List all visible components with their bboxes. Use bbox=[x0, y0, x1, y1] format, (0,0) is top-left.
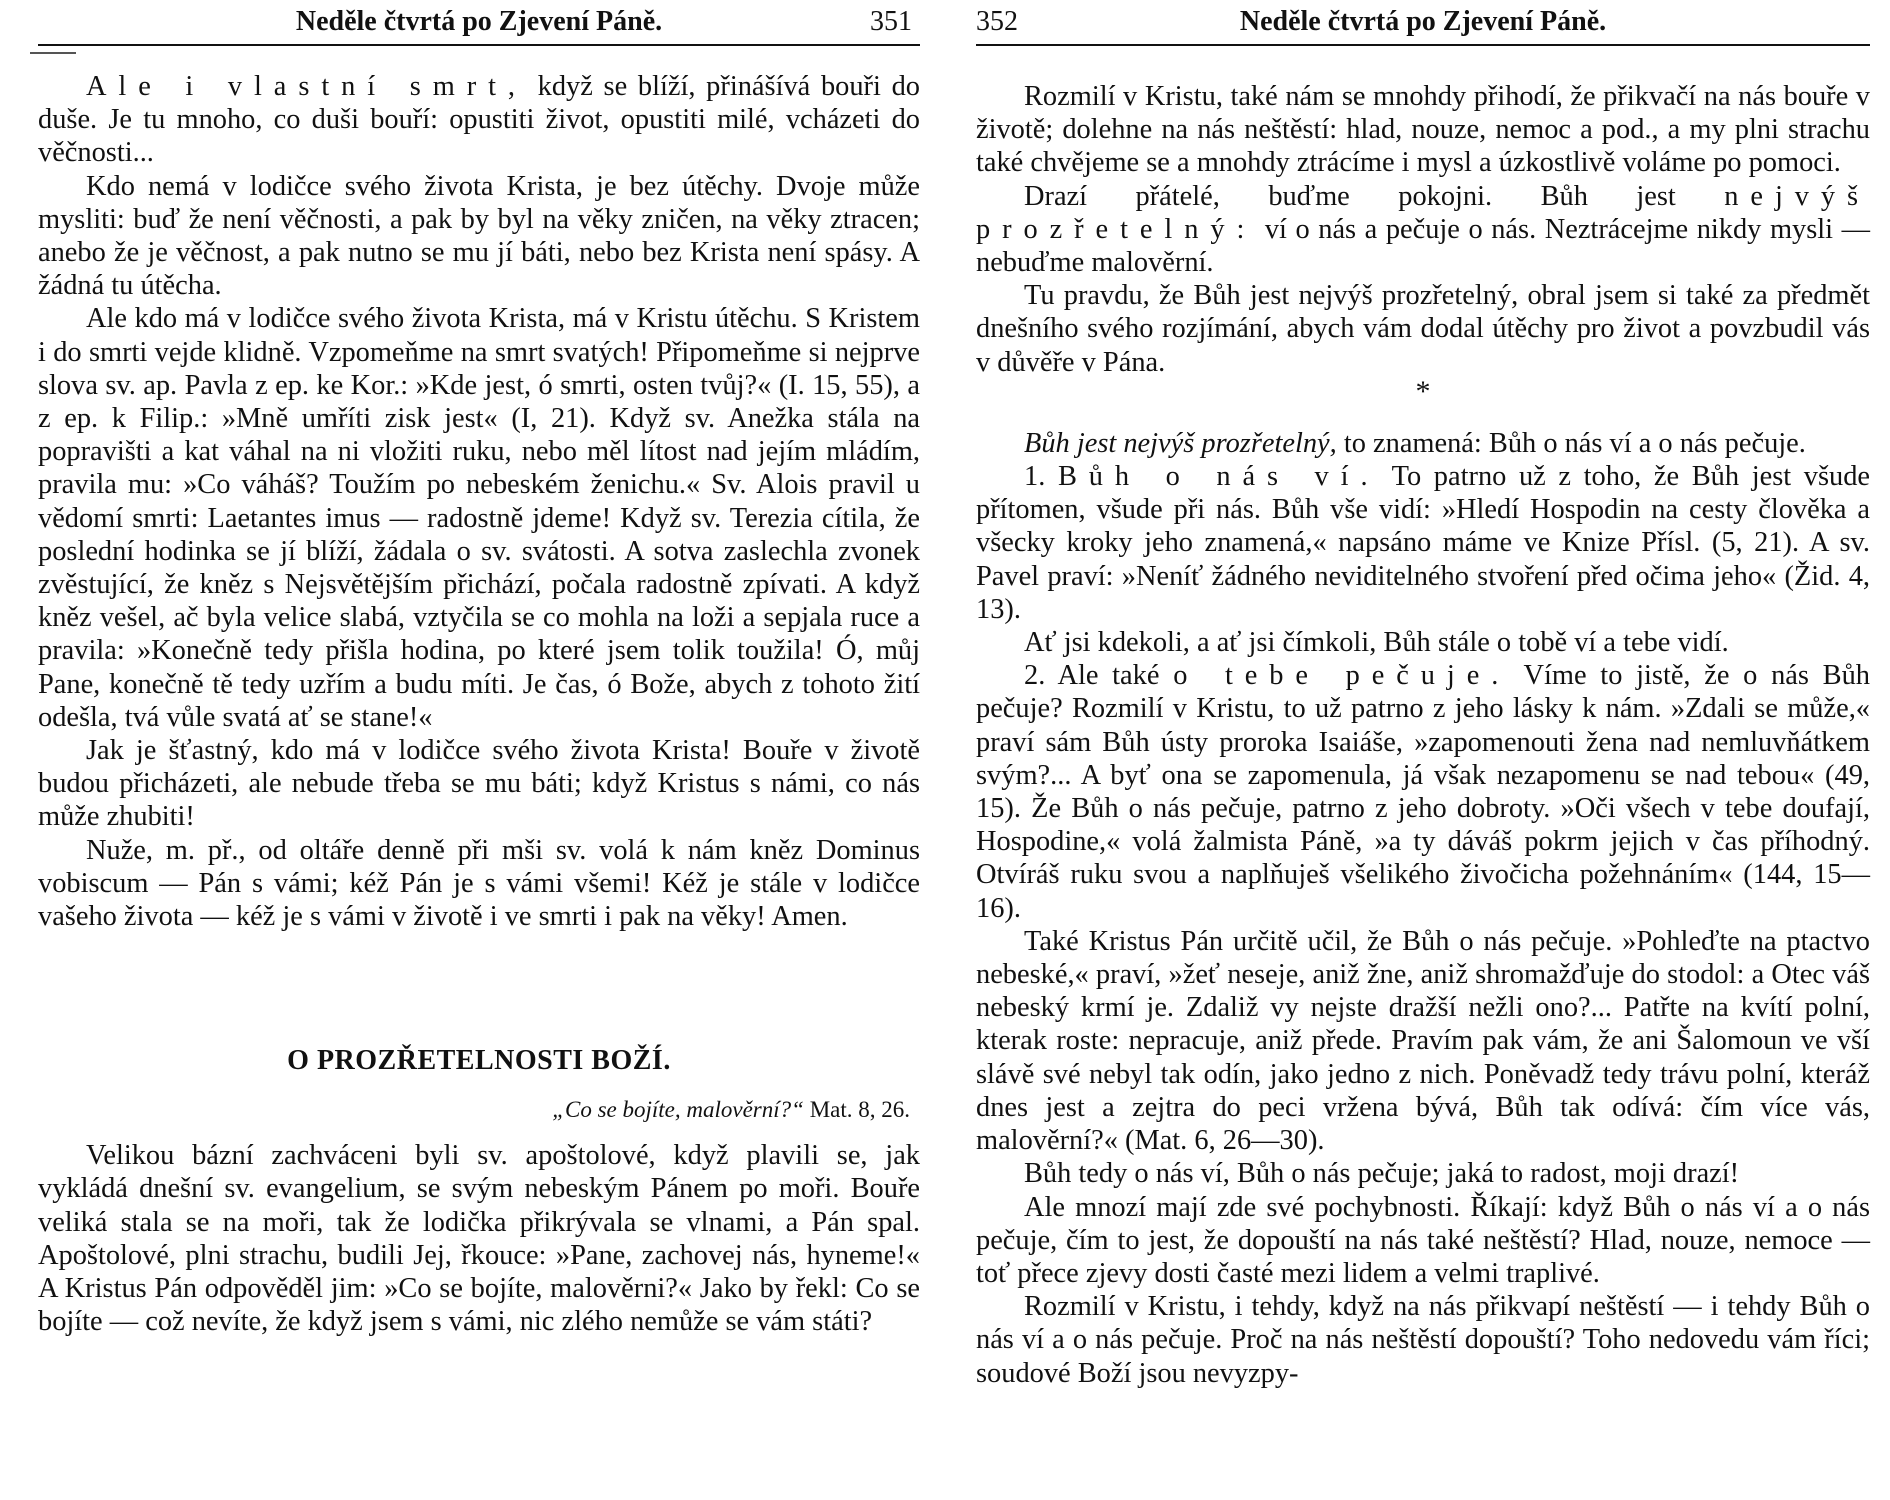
paragraph: Rozmilí v Kristu, také nám se mnohdy přihodí, že přikvačí na nás bouře v životě; dolehne na nás neštěstí: hlad, nouze, nemoc a pod., a my plni strachu také chvějeme se a mnohdy ztrácíme i mysl a úzkostlivě voláme po pomoci. bbox=[976, 81, 1870, 179]
epigraph bbox=[38, 1097, 920, 1123]
paragraph-text: 1. bbox=[1024, 461, 1058, 493]
header-title: Neděle čtvrtá po Zjevení Páně. bbox=[295, 6, 663, 37]
paragraph bbox=[976, 460, 1870, 626]
paragraph-text: to znamená: Bůh o nás ví a o nás pečuje. bbox=[1336, 427, 1806, 459]
paragraph-text: Drazí přátelé, buďme pokojni. Bůh jest bbox=[1024, 180, 1725, 212]
paragraph-text: ví o nás a pečuje o nás. Neztrácejme nikdy mysli — nebuďme malověrní. bbox=[976, 213, 1870, 279]
paragraph: Ale kdo má v lodičce svého života Krista, má v Kristu útěchu. S Kristem i do smrti vejde klidně. Vzpomeňme na smrt svatých! Připomeňme si nejprve slova sv. ap. Pavla z ep. ke Kor.: »Kde jest, ó smrti, osten tvůj?« (I. 15, 55), a z ep. k Filip.: »Mně umříti zisk jest« (I, 21). Když sv. Anežka stála na popravišti a kat váhal na ni vložiti ruku, nebo měl lítost nad jejím mládím, pravila mu: »Co váháš? Toužím po nebeském ženichu.« Sv. Alois pravil u vědomí smrti: Laetantes imus — radostně jdeme! Když sv. Terezia cítila, že poslední hodinka se jí blíží, žádala o sv. svátosti. A sotva zaslechla zvonek zvěstující, že kněz s Nejsvětějším přichází, počala radostně zpívati. A když kněz vešel, ač byla velice slabá, vztyčila se co mohla na loži a sepjala ruce a pravila: »Konečně tedy přišla hodina, po které jsem tolik toužila! Ó, můj Pane, konečně tě tedy uzřím a budu míti. Je čas, ó Bože, abych z tohoto žití odešla, tvá vůle svatá ať se stane!« bbox=[38, 303, 920, 733]
spaced-emphasis: Ale i vlastní smrt, bbox=[86, 71, 527, 102]
left-body-text-2 bbox=[38, 1139, 920, 1338]
paragraph-text: To patrno už z toho, že Bůh jest všude přítomen, všude při nás. Bůh vše vidí: »Hledí Hospodin na cesty člověka a všecky kroky jeho znamená,« napsáno máme ve Knize Přísl. (5, 21). A sv. Pavel praví: »Neníť žádného neviditelného stvoření před očima jeho« (Žid. 4, 13). bbox=[976, 461, 1871, 625]
paragraph bbox=[976, 180, 1870, 280]
left-page bbox=[0, 0, 940, 1500]
spaced-emphasis: nejvýš prozřetelný: bbox=[976, 180, 1870, 245]
paragraph bbox=[976, 427, 1870, 460]
paragraph-text: Víme to jistě, že o nás Bůh pečuje? Rozmilí v Kristu, to už patrno z jeho lásky k nám. »Zdali se může,« praví sám Bůh ústy proroka Isaiáše, »zapomenouti žena nad nemluvňátkem svým?... A byť ona se zapomenula, já však nezapomenu se nad tebou« (49, 15). Že Bůh o nás pečuje, patrno z jeho dobroty. »Oči všech v tebe doufají, Hospodine,« volá žalmista Páně, »a ty dáváš pokrm jejich v čas příhodný. Otvíráš ruku svou a naplňuješ všelikého živočicha požehnáním« (144, 15—16). bbox=[976, 660, 1870, 924]
spaced-emphasis: Bůh o nás ví. bbox=[1057, 461, 1380, 493]
page-number: 351 bbox=[870, 6, 912, 37]
paragraph: Velikou bázní zachváceni byli sv. apoštolové, když plavili se, jak vykládá dnešní sv. evangelium, se svým nebeským Pánem po moři. Bouře veliká stala se na moři, tak že lodička přikrývala se vlnami, a Pán spal. Apoštolové, plni strachu, budili Jej, řkouce: »Pane, zachovej nás, hyneme!« A Kristus Pán odpověděl jim: »Co se bojíte, malověrni?« Jako by řekl: Co se bojíte — což nevíte, že když jsem s vámi, nic zlého nemůže se vám státi? bbox=[38, 1140, 920, 1338]
header-rule-mark bbox=[30, 52, 76, 54]
right-page bbox=[960, 0, 1890, 1500]
paragraph: Kdo nemá v lodičce svého života Krista, je bez útěchy. Dvoje může mysliti: buď že není věčnosti, a pak by byl na věky zničen, na věky ztracen; anebo že je věčnost, a pak nutno se mu jí báti, nebo bez Krista není spásy. A žádná tu útěcha. bbox=[38, 170, 920, 302]
paragraph: Tu pravdu, že Bůh jest nejvýš prozřetelný, obral jsem si také za předmět dnešního svého rozjímání, abych vám dodal útěchy pro život a povzbudil vás v důvěře v Pána. bbox=[976, 280, 1870, 378]
header-title: Neděle čtvrtá po Zjevení Páně. bbox=[1239, 6, 1607, 37]
right-body-text bbox=[976, 80, 1870, 1390]
paragraph: Také Kristus Pán určitě učil, že Bůh o nás pečuje. »Pohleďte na ptactvo nebeské,« praví, »žeť neseje, aniž žne, aniž shromažďuje do stodol: a Otec váš nebeský krmí je. Zdaliž vy nejste dražší nežli ono?... Patřte na kvítí polní, kterak roste: nepracuje, aniž přede. Pravím pak vám, že ani Šalomoun ve vší slávě své nebyl tak odín, jako jedno z nich. Poněvadž tedy trávu polní, kteráž dnes jest a zejtra do peci vržena bývá, Bůh tak odívá: čím více vás, malověrní?« (Mat. 6, 26—30). bbox=[976, 925, 1870, 1157]
paragraph: Rozmilí v Kristu, i tehdy, když na nás přikvapí neštěstí — i tehdy Bůh o nás ví a o nás pečuje. Proč na nás neštěstí dopouští? Toho nedovedu vám říci; soudové Boží jsou nevyzpy- bbox=[976, 1291, 1870, 1389]
paragraph bbox=[976, 659, 1870, 925]
paragraph: Ale mnozí mají zde své pochybnosti. Říkají: když Bůh o nás ví a o nás pečuje, čím to jest, že dopouští na nás také neštěstí? Hlad, nouze, nemoce — toť přece zjevy dosti časté mezi lidem a velmi traplivé. bbox=[976, 1191, 1870, 1289]
paragraph: Jak je šťastný, kdo má v lodičce svého života Krista! Bouře v životě budou přicházeti, ale nebude třeba se mu báti; když Kristus s námi, co nás může zhubiti! bbox=[38, 735, 920, 833]
paragraph: Nuže, m. př., od oltáře denně při mši sv. volá k nám kněz Dominus vobiscum — Pán s vámi; kéž Pán je s vámi všemi! Kéž je stále v lodičce vašeho života — kéž je s vámi v životě i ve smrti i pak na věky! Amen. bbox=[38, 834, 920, 933]
spaced-emphasis: o tebe pečuje. bbox=[1173, 660, 1511, 692]
section-separator: * bbox=[1415, 374, 1431, 408]
paragraph-text: když se blíží, přinášívá bouři do duše. Je tu mnoho, co duši bouří: opustiti život, opustiti milé, vcházeti do věčnosti... bbox=[38, 71, 920, 169]
running-header bbox=[38, 0, 920, 46]
paragraph bbox=[38, 70, 920, 170]
italic-emphasis: Bůh jest nejvýš prozřetelný, bbox=[1024, 427, 1337, 459]
epigraph-reference: Mat. 8, 26. bbox=[809, 1097, 910, 1123]
left-body-text bbox=[38, 70, 920, 933]
paragraph-text: 2. Ale také bbox=[1024, 660, 1174, 692]
paragraph: Ať jsi kdekoli, a ať jsi čímkoli, Bůh stále o tobě ví a tebe vidí. bbox=[1024, 627, 1729, 659]
running-header bbox=[976, 0, 1870, 46]
epigraph-quote: „Co se bojíte, malověrní?“ bbox=[552, 1097, 804, 1123]
page-number: 352 bbox=[976, 6, 1018, 37]
section-title: O PROZŘETELNOSTI BOŽÍ. bbox=[287, 1045, 671, 1077]
paragraph: Bůh tedy o nás ví, Bůh o nás pečuje; jaká to radost, moji drazí! bbox=[1024, 1158, 1740, 1190]
